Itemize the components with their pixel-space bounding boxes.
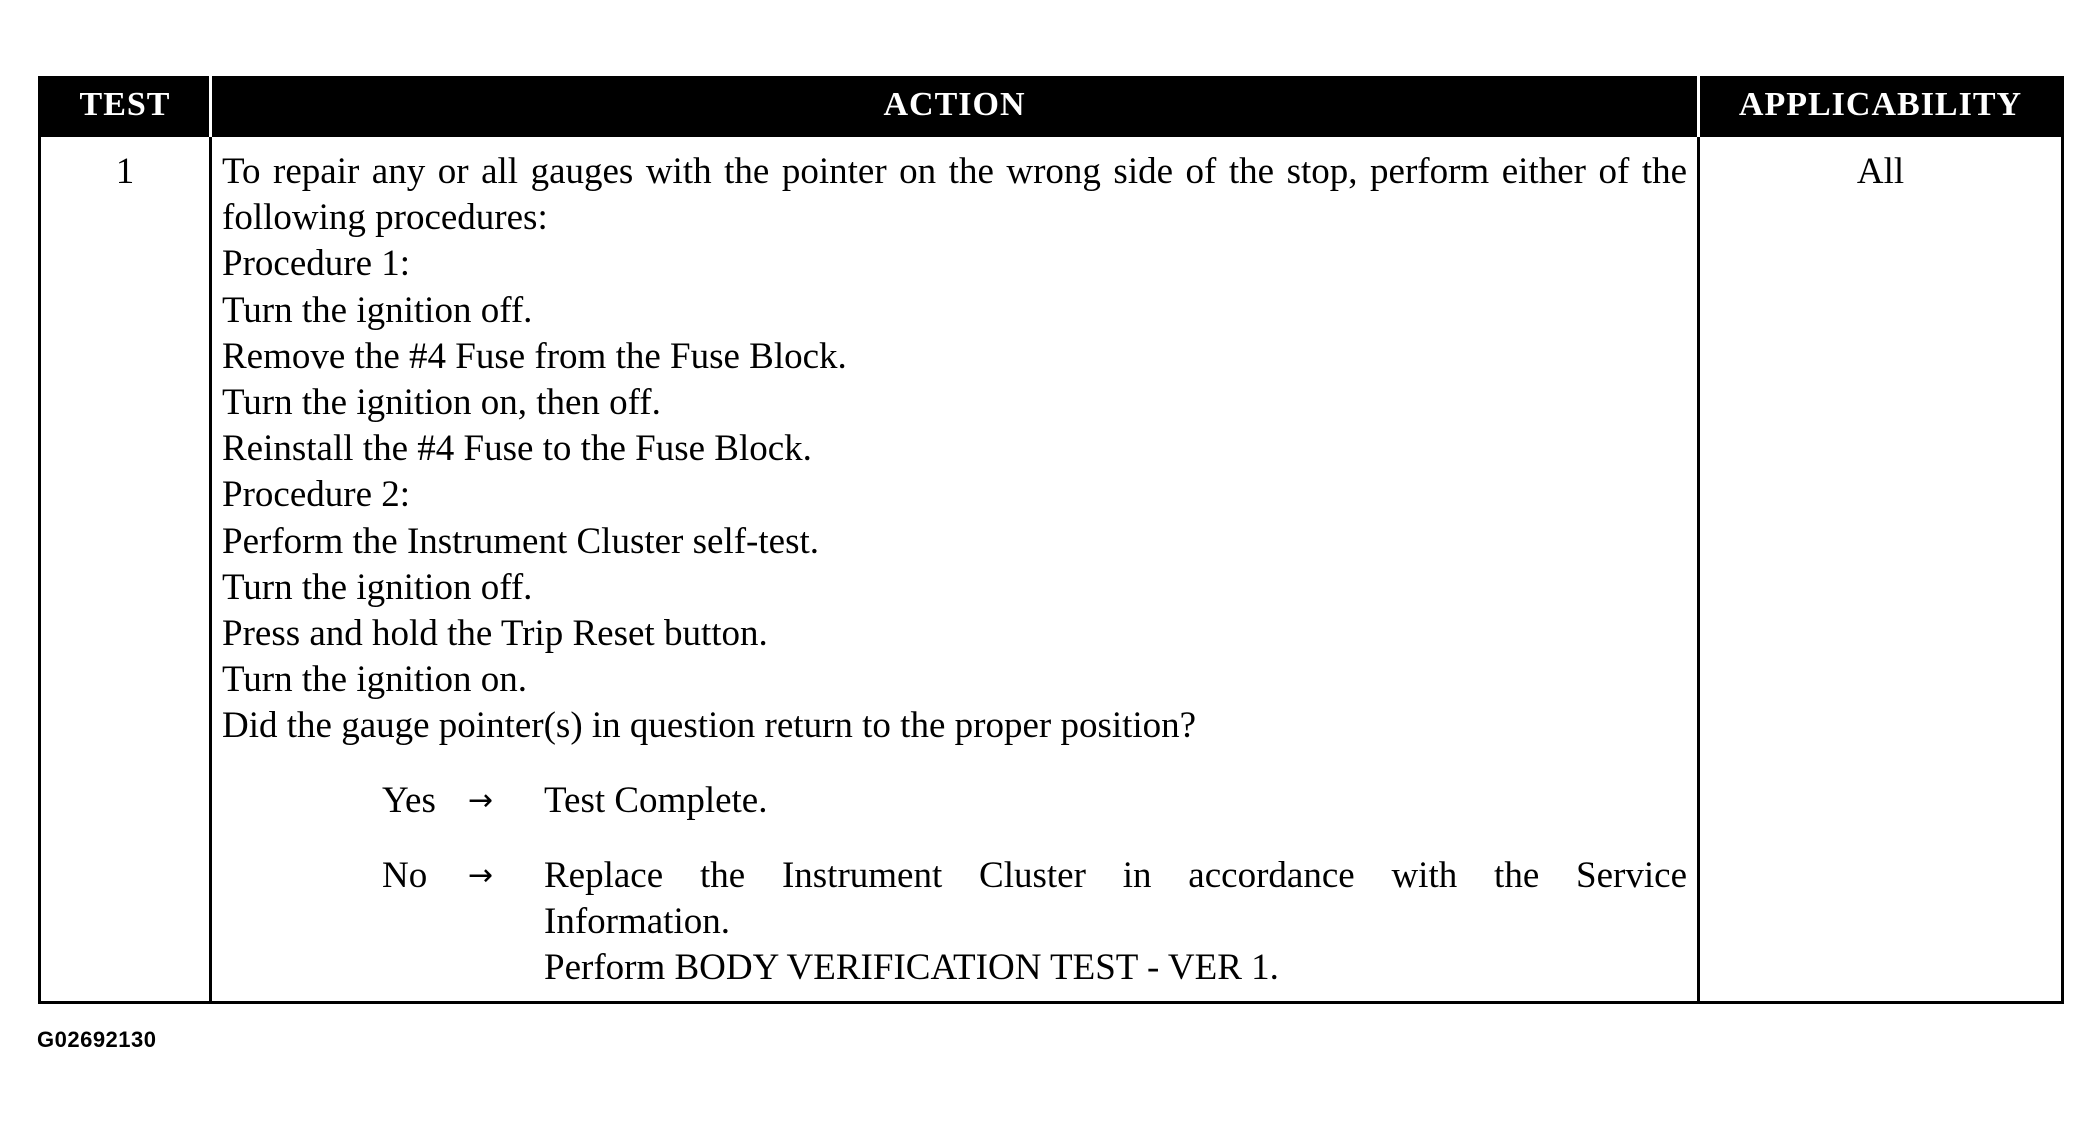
header-applicability: APPLICABILITY xyxy=(1699,76,2063,136)
table-row xyxy=(40,136,2063,1003)
result-no-text-line-3: Perform BODY VERIFICATION TEST - VER 1. xyxy=(544,947,1279,989)
result-no xyxy=(382,853,1687,992)
action-line: Turn the ignition off. xyxy=(222,289,533,331)
action-line: Reinstall the #4 Fuse to the Fuse Block. xyxy=(222,428,812,470)
action-cell xyxy=(211,136,1699,1003)
test-number: 1 xyxy=(40,136,211,1003)
action-question: Did the gauge pointer(s) in question return to the proper position? xyxy=(222,705,1197,747)
action-line: Remove the #4 Fuse from the Fuse Block. xyxy=(222,335,847,377)
result-no-text-line-1: Replace the Instrument Cluster in accordance with the Service xyxy=(544,854,1687,896)
table-header-row xyxy=(40,76,2063,136)
action-line: Turn the ignition off. xyxy=(222,566,533,608)
result-options xyxy=(382,778,1687,992)
header-action: ACTION xyxy=(211,76,1699,136)
action-line: Turn the ignition on, then off. xyxy=(222,382,661,424)
arrow-right-icon: → xyxy=(468,782,494,818)
header-test: TEST xyxy=(40,76,211,136)
result-no-text xyxy=(544,853,1687,992)
applicability-value: All xyxy=(1699,136,2063,1003)
figure-id: G02692130 xyxy=(37,1027,157,1052)
diagnostic-test-table xyxy=(38,76,2064,1004)
result-yes xyxy=(382,778,1687,824)
arrow-right-icon: → xyxy=(468,857,494,893)
action-line-procedure-1: Procedure 1: xyxy=(222,243,411,285)
action-line: Perform the Instrument Cluster self-test. xyxy=(222,520,820,562)
result-yes-text: Test Complete. xyxy=(544,779,768,821)
action-line: Press and hold the Trip Reset button. xyxy=(222,613,768,655)
result-yes-label: Yes xyxy=(382,779,436,821)
action-line: Turn the ignition on. xyxy=(222,659,527,701)
action-line-procedure-2: Procedure 2: xyxy=(222,474,411,516)
result-no-label: No xyxy=(382,854,428,896)
action-intro: To repair any or all gauges with the pointer on the wrong side of the stop, perform either of the following procedures: xyxy=(222,151,1687,239)
result-no-text-line-2: Information. xyxy=(544,901,730,943)
